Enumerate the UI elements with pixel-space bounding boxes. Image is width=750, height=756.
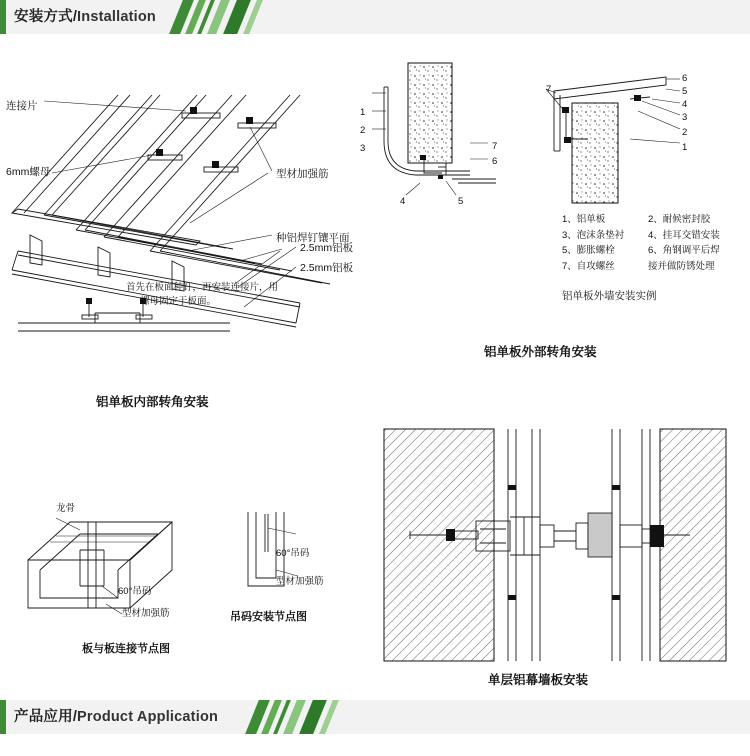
figure-external-corner-drawing: [530, 55, 730, 225]
figure-wall-section-drawing: [350, 55, 530, 235]
figure-2-caption: 铝单板外部转角安装: [484, 345, 597, 359]
legend-item-note: 接并做防锈处理: [648, 261, 715, 273]
header-stripes: [176, 0, 296, 34]
legend-row: [562, 243, 720, 259]
legend-item-7: 7、自攻螺丝: [562, 261, 615, 273]
legend-item-2: 2、耐候密封胶: [648, 214, 711, 225]
figure-panel-joint-drawing: [10, 500, 230, 630]
label-60-hanger-fig3: 60°吊码: [118, 586, 152, 597]
section-header-installation-en: Installation: [77, 9, 156, 25]
accent-stripe: [0, 0, 6, 34]
figure-1-note-line-2: 螺母固定于板面。: [140, 296, 217, 307]
label-plate-2: 2.5mm铝板: [300, 262, 354, 274]
callout-2b-5: 5: [682, 86, 688, 97]
label-plate-1: 2.5mm铝板: [300, 242, 354, 254]
legend-row: [562, 228, 720, 244]
callout-2a-7: 7: [492, 141, 498, 152]
callout-2b-3: 3: [682, 112, 688, 123]
legend-row: [562, 259, 720, 275]
label-nut: 6mm螺母: [6, 166, 51, 178]
callout-2a-6: 6: [492, 156, 498, 167]
section-header-product-application-sep: /: [72, 709, 78, 725]
figure-2-sub-caption: 铝单板外墙安装实例: [562, 290, 657, 302]
figure-internal-corner-drawing: [0, 55, 360, 355]
callout-2b-2: 2: [682, 127, 688, 138]
label-rib-fig3: 型材加强筋: [122, 608, 170, 619]
label-rib: 型材加强筋: [276, 168, 329, 180]
figure-curtain-wall-drawing: [380, 425, 730, 665]
section-header-product-application: [0, 700, 750, 734]
legend-item-6: 6、角钢调平后焊: [648, 245, 720, 257]
label-keel: 龙骨: [56, 503, 76, 514]
section-header-product-application-cn: 产品应用: [14, 709, 73, 725]
legend-item-3: 3、泡沫条垫衬: [562, 229, 625, 241]
callout-2b-1: 1: [682, 142, 688, 153]
figure-4-caption: 吊码安装节点图: [230, 611, 307, 623]
figure-1-note-line-1: 首先在板面种钉，再安装连接片，用: [126, 282, 279, 293]
label-connector: 连接片: [6, 100, 38, 112]
header-stripes-bottom: [252, 700, 372, 734]
section-header-installation-sep: /: [72, 9, 78, 25]
callout-2a-3: 3: [360, 143, 366, 154]
figure-5-caption: 单层铝幕墙板安装: [488, 673, 589, 687]
callout-2b-6: 6: [682, 73, 688, 84]
figure-2-legend: [562, 212, 720, 275]
label-rib-fig4: 型材加强筋: [276, 576, 324, 587]
accent-stripe-bottom: [0, 700, 6, 734]
callout-2b-7: 7: [546, 84, 552, 95]
callout-2b-4: 4: [682, 99, 688, 110]
callout-2a-1: 1: [360, 107, 366, 118]
figure-3-caption: 板与板连接节点图: [82, 643, 170, 655]
label-60-hanger-fig4: 60°吊码: [276, 548, 310, 559]
legend-item-4: 4、挂耳交错安装: [648, 229, 720, 241]
callout-2a-4: 4: [400, 196, 406, 207]
legend-item-1: 1、铝单板: [562, 214, 606, 225]
callout-2a-5: 5: [458, 196, 464, 207]
section-header-product-application-en: Product Application: [77, 709, 219, 725]
section-header-installation-cn: 安装方式: [14, 9, 73, 25]
callout-2a-2: 2: [360, 125, 366, 136]
section-header-installation: [0, 0, 750, 34]
section-header-installation-label: [14, 0, 156, 34]
legend-row: [562, 212, 720, 228]
legend-item-5: 5、膨胀螺栓: [562, 245, 615, 257]
figure-1-caption: 铝单板内部转角安装: [96, 395, 209, 409]
label-weld: 种铝焊钉镶平面: [276, 232, 350, 244]
section-header-product-application-label: [14, 700, 218, 734]
